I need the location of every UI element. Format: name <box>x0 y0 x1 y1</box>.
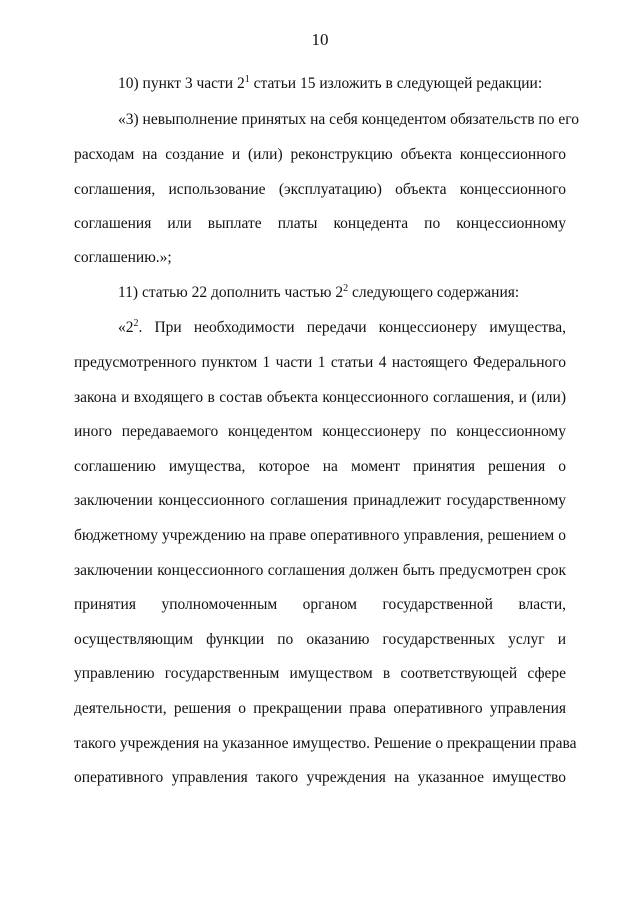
quote-3-line: расходам на создание и (или) реконструкцию объекта концессионного <box>74 146 566 163</box>
para-22-line: предусмотренного пунктом 1 части 1 статьи 4 настоящего Федерального <box>74 354 566 371</box>
para-22-superscript: 2 <box>133 318 139 329</box>
item-11-superscript: 2 <box>343 283 349 294</box>
item-10-superscript: 1 <box>244 74 250 85</box>
item-10-text-prefix: 10) пункт 3 части 2 <box>118 75 245 92</box>
item-11-text-prefix: 11) статью 22 дополнить частью 2 <box>118 284 344 301</box>
para-22-line: закона и входящего в состав объекта концессионного соглашения, и (или) <box>74 389 566 406</box>
para-22-line: иного передаваемого концедентом концессионеру по концессионному <box>74 423 566 440</box>
para-22-line: бюджетному учреждению на праве оперативного управления, решением о <box>74 527 566 544</box>
item-10-heading <box>118 74 542 94</box>
para-22-line: соглашению имущества, которое на момент принятия решения о <box>74 458 566 475</box>
quote-3-line: «3) невыполнение принятых на себя концедентом обязательств по его <box>118 111 579 128</box>
para-22-line: осуществляющим функции по оказанию государственных услуг и <box>74 631 566 648</box>
item-11-text-suffix: следующего содержания: <box>348 284 520 301</box>
quote-3-line: соглашения, использование (эксплуатацию) объекта концессионного <box>74 181 566 198</box>
para-22-line: заключении концессионного соглашения должен быть предусмотрен срок <box>74 562 566 579</box>
para-22-line: деятельности, решения о прекращении права оперативного управления <box>74 700 566 717</box>
item-11-heading <box>118 283 519 303</box>
para-22-line: принятия уполномоченным органом государственной власти, <box>74 596 566 613</box>
quote-3-line: соглашения или выплате платы концедента по концессионному <box>74 215 566 232</box>
para-22-suffix: . При необходимости передачи концессионеру имущества, <box>138 319 566 336</box>
para-22-line: управлению государственным имуществом в соответствующей сфере <box>74 665 566 682</box>
para-22-line: оперативного управления такого учреждения на указанное имущество <box>74 769 566 786</box>
item-10-text-suffix: статьи 15 изложить в следующей редакции: <box>249 75 543 92</box>
para-22-line: такого учреждения на указанное имущество. Решение о прекращении права <box>74 735 577 752</box>
para-22-line: заключении концессионного соглашения принадлежит государственному <box>74 492 566 509</box>
page-number: 10 <box>311 30 329 49</box>
para-22-prefix: «2 <box>118 319 134 336</box>
para-22-first-line <box>118 318 566 338</box>
quote-3-line: соглашению.»; <box>74 249 172 266</box>
